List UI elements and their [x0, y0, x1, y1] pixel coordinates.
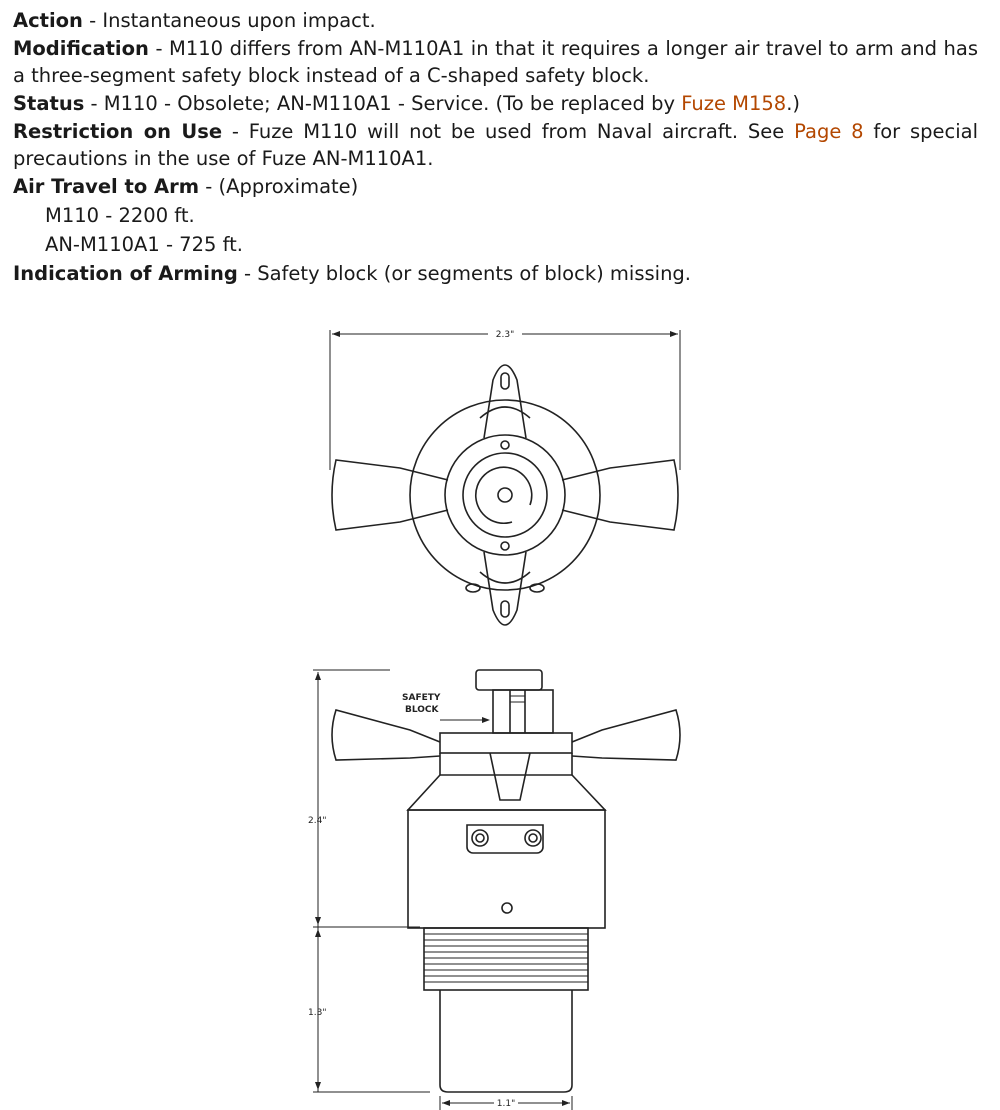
action-text: - Instantaneous upon impact. [82, 9, 376, 32]
modification-text: - M110 differs from AN-M110A1 in that it requires a longer air travel to arm and has a three-segment safety block instead of a C-shaped safety block. [13, 37, 978, 87]
height-lower-label: 1.3" [308, 1008, 327, 1018]
page-8-link[interactable]: Page 8 [794, 120, 864, 143]
action-label: Action [13, 9, 83, 32]
air-travel-item-m110: M110 - 2200 ft. [45, 204, 195, 227]
air-travel-text: - (Approximate) [199, 175, 359, 198]
status-text-before: - M110 - Obsolete; AN-M110A1 - Service. (To be replaced by [84, 92, 682, 115]
safety-block-label-line2: BLOCK [405, 705, 439, 715]
status-paragraph [13, 89, 978, 118]
restriction-paragraph [13, 118, 978, 172]
safety-block-label-line1: SAFETY [402, 693, 441, 703]
modification-label: Modification [13, 37, 149, 60]
side-view [308, 670, 680, 1110]
restriction-text-before: - Fuze M110 will not be used from Naval aircraft. See [222, 120, 795, 143]
indication-paragraph [13, 259, 978, 288]
base-width-label: 1.1" [496, 1099, 516, 1109]
restriction-label: Restriction on Use [13, 120, 223, 143]
indication-label: Indication of Arming [13, 262, 238, 285]
fuze-m158-link[interactable]: Fuze M158 [681, 92, 787, 115]
air-travel-paragraph [13, 172, 978, 201]
status-text-after: .) [786, 92, 800, 115]
action-paragraph [13, 6, 978, 35]
air-travel-label: Air Travel to Arm [13, 175, 200, 198]
restriction-text-after: for special precautions in the use of Fuze AN-M110A1. [13, 120, 978, 170]
air-travel-item-an-m110a1: AN-M110A1 - 725 ft. [45, 233, 243, 256]
fuze-drawing [0, 310, 1000, 1110]
fuze-diagram [0, 310, 1000, 1110]
fuze-description [13, 6, 978, 288]
height-upper-label: 2.4" [308, 816, 327, 826]
indication-text: - Safety block (or segments of block) missing. [237, 262, 692, 285]
top-width-label: 2.3" [495, 330, 515, 340]
modification-paragraph [13, 35, 978, 89]
status-label: Status [13, 92, 85, 115]
top-view [330, 330, 680, 625]
